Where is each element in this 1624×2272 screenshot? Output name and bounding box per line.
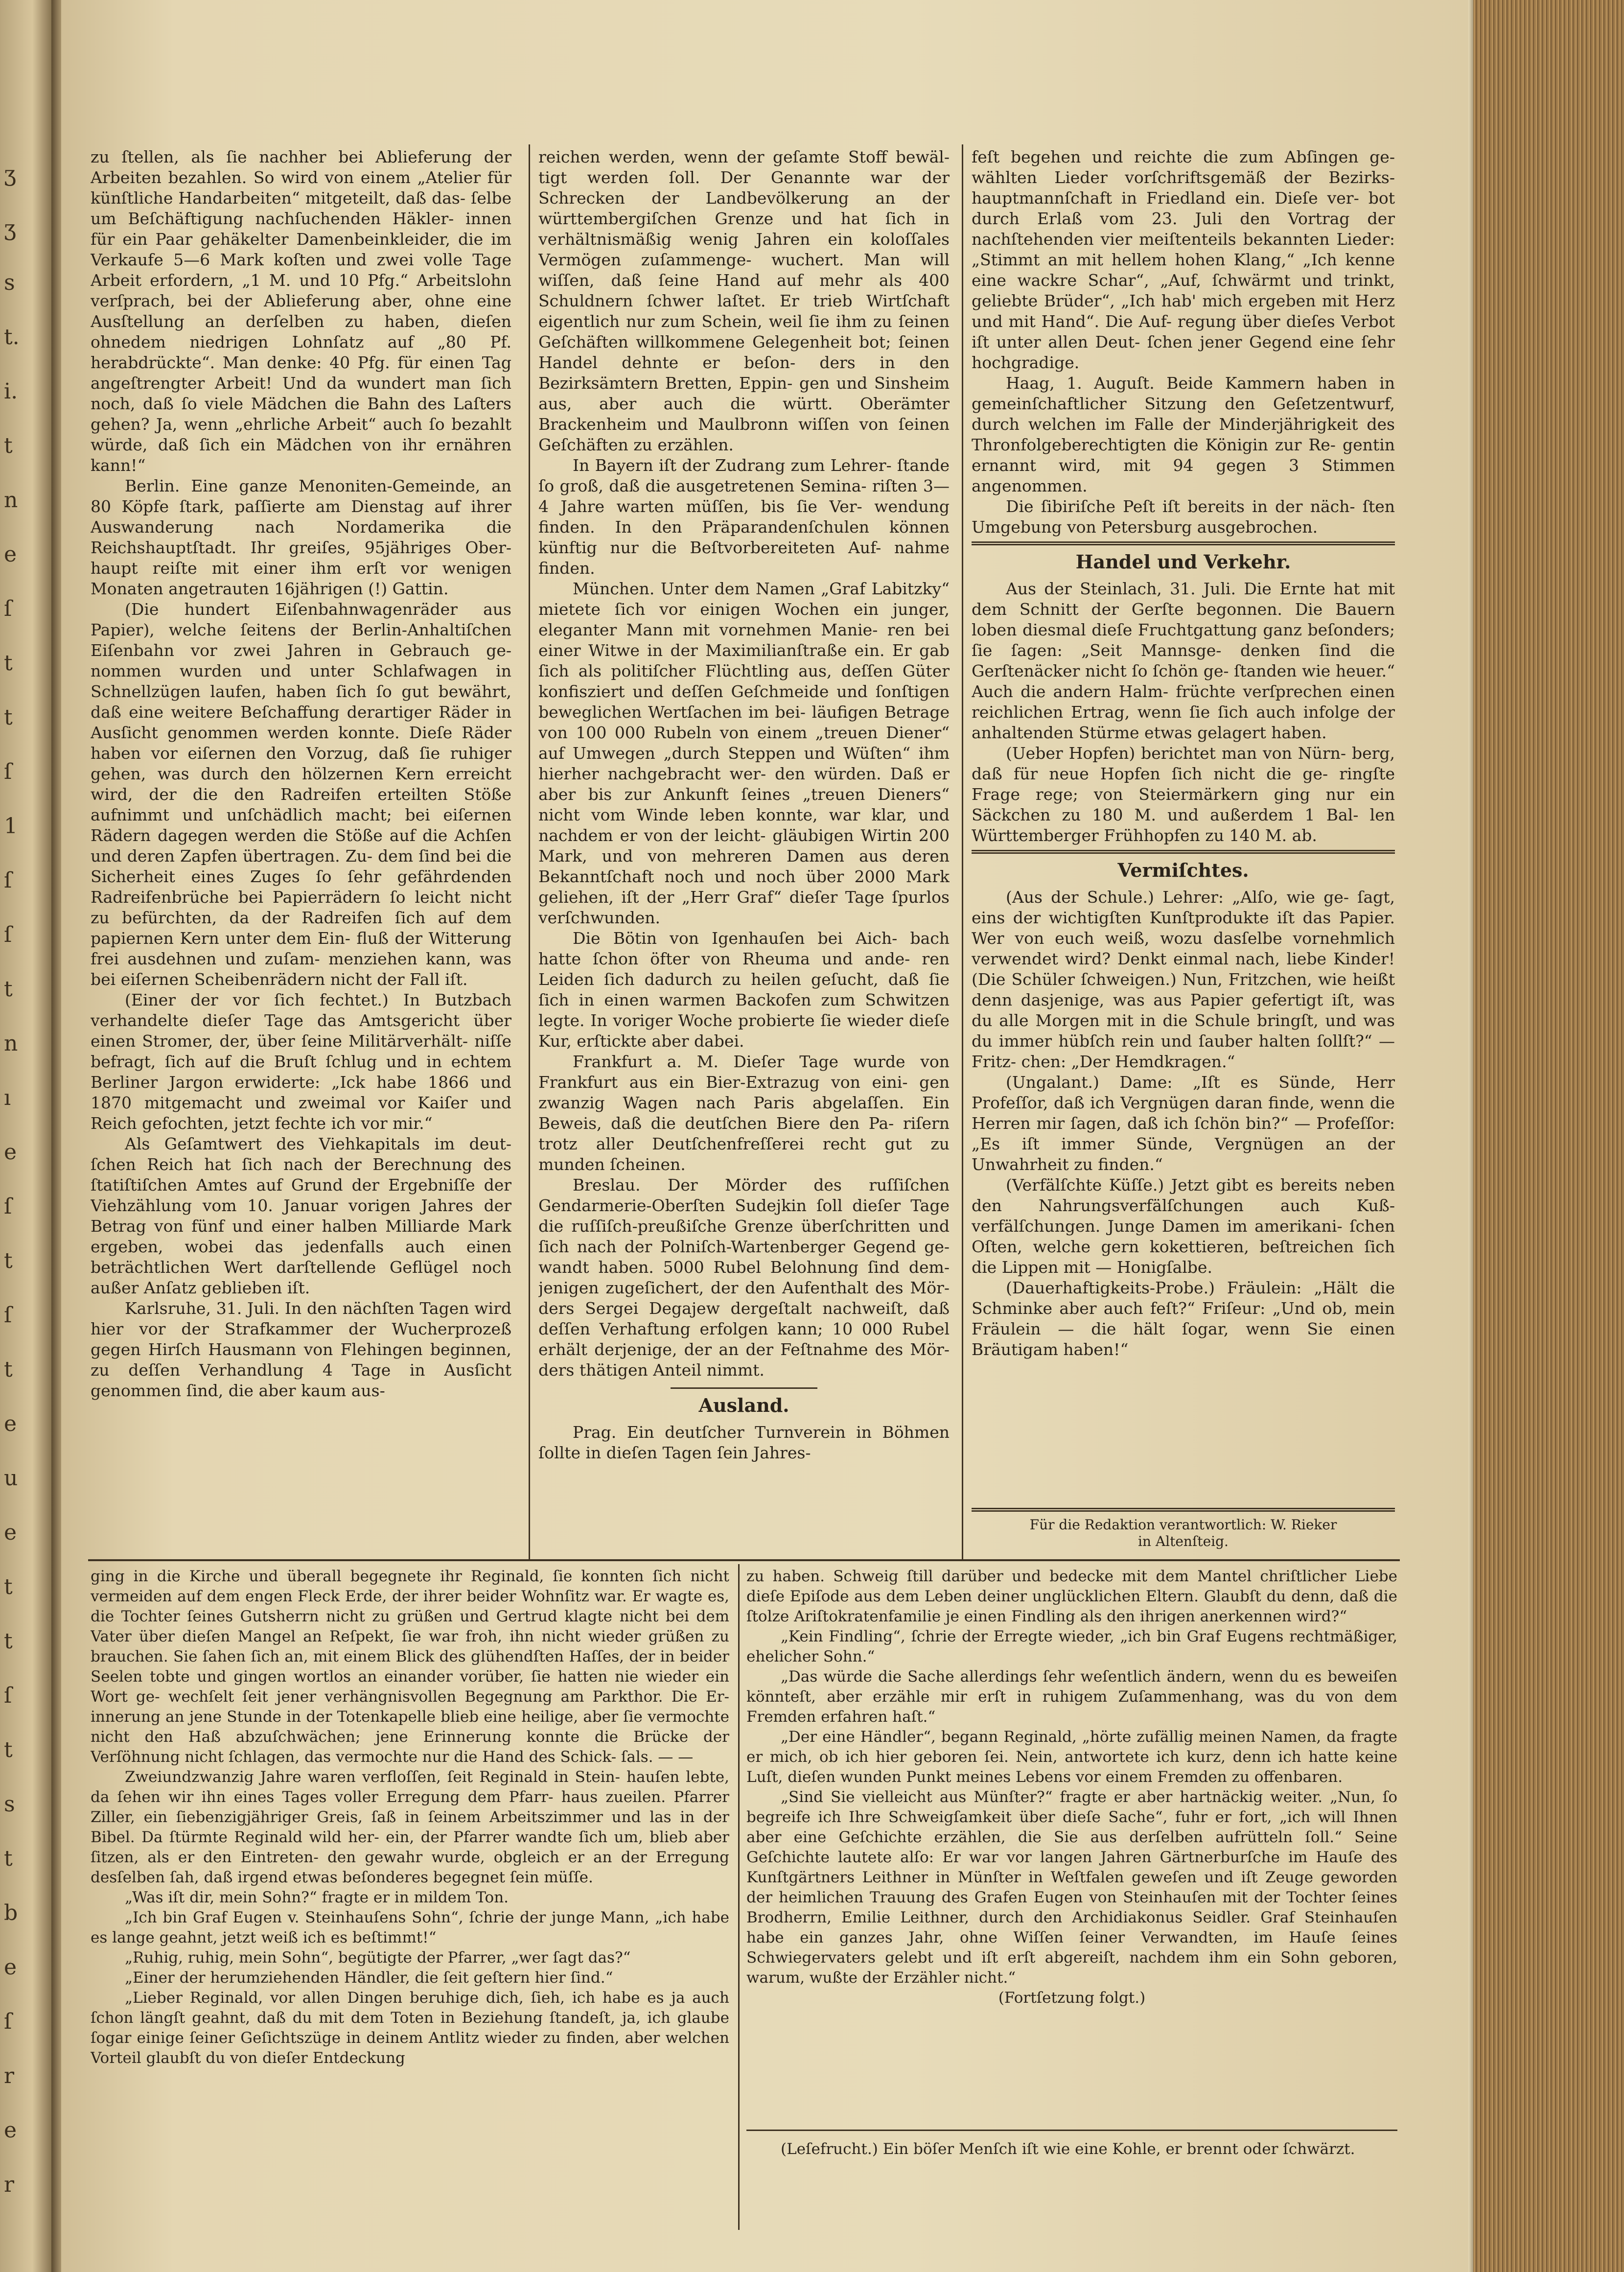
- left-page-fragment: t.: [4, 325, 20, 350]
- left-page-fragment: n: [4, 488, 18, 513]
- feuilleton-right-column: [746, 1567, 1397, 2120]
- left-page-fragment: 1: [4, 814, 18, 839]
- col1-paragraph: (Einer der vor ſich fechtet.) In Butzbach verhandelte dieſer Tage das Amtsgericht über einen Stromer, der, über ſeine Militärverhält- niſſe befragt, ſich auf die Bruſt ſchlug und in echtem Berliner Jargon erwiderte: „Ick habe 1866 und 1870 mitgemacht und zweimal vor Kaiſer und Reich gefochten, jetzt fechte ich vor mir.“: [91, 990, 511, 1133]
- col3-paragraph: (Aus der Schule.) Lehrer: „Alſo, wie ge- ſagt, eins der wichtigſten Kunſtprodukte iſt das Papier. Wer von euch weiß, wozu dasſelbe vornehmlich verwendet wird? Denkt einmal nach, liebe Kinder! (Die Schüler ſchweigen.) Nun, Fritzchen, wie heißt denn dasjenige, was aus Papier gefertigt iſt, was du alle Morgen mit in die Schule bringſt, und was du immer hübſch rein und ſauber halten ſollſt?“ — Fritz- chen: „Der Hemdkragen.“: [972, 888, 1395, 1071]
- col3-paragraph: (Ungalant.) Dame: „Iſt es Sünde, Herr Profeſſor, daß ich Vergnügen daran finde, wenn die Herren mir ſagen, daß ich ſchön bin?“ — Profeſſor: „Es iſt immer Sünde, Vergnügen an der Unwahrheit zu finden.“: [972, 1073, 1395, 1174]
- left-page-fragment: t: [4, 433, 13, 458]
- col1-paragraph: Als Geſamtwert des Viehkapitals im deut- ſchen Reich hat ſich nach der Berechnung des ſtatiſtiſchen Amtes auf Grund der Ergebniſſe der Viehzählung vom 10. Januar vorigen Jahres der Betrag von fünf und einer halben Milliarde Mark ergeben, wobei das jedenfalls auch einen beträchtlichen Wert darſtellende Geflügel noch außer Anſatz geblieben iſt.: [91, 1134, 511, 1297]
- left-page-fragment: ſ: [4, 596, 12, 621]
- col3-paragraph: (Ueber Hopfen) berichtet man von Nürn- berg, daß für neue Hopfen ſich nicht die ge- ringſte Frage rege; von Steiermärkern ging nur ein Säckchen zu 180 M. und außerdem 1 Bal- len Württemberger Frühhopfen zu 140 M. ab.: [972, 744, 1395, 845]
- left-page-fragment: t: [4, 977, 13, 1002]
- feuilleton-paragraph: Zweiundzwanzig Jahre waren verfloſſen, ſeit Reginald in Stein- hauſen lebte, da ſehen wir ihn eines Tages voller Erregung dem Pfarr- haus zueilen. Pfarrer Ziller, ein ſiebenzigjähriger Greis, ſaß in ſeinem Arbeitszimmer und las in der Bibel. Da ſtürmte Reginald wild her- ein, der Pfarrer wandte ſich um, blieb aber ſitzen, als er den Eintreten- den gewahr wurde, obgleich er an der Erregung desſelben ſah, daß irgend etwas beſonderes begegnet ſein müſſe.: [91, 1768, 729, 1886]
- left-page-fragment: ʒ: [4, 216, 16, 241]
- col2-paragraph: Prag. Ein deutſcher Turnverein in Böhmen ſollte in dieſen Tagen ſein Jahres-: [538, 1423, 950, 1462]
- section-heading-ausland: Ausland.: [698, 1394, 789, 1416]
- left-page-fragment: t: [4, 1737, 13, 1762]
- left-page-fragment: r: [4, 2063, 15, 2088]
- col2-paragraph: Frankfurt a. M. Dieſer Tage wurde von Frankfurt aus ein Bier-Extrazug von eini- gen zwanzig Wagen nach Paris abgelaſſen. Ein Beweis, daß die deutſchen Biere den Pa- riſern trotz aller Deutſchenfreſſerei recht gut zu munden ſcheinen.: [538, 1052, 950, 1174]
- left-page-fragment: ſ: [4, 1683, 12, 1708]
- feuilleton-left-column: [91, 1567, 729, 2232]
- left-page-fragment: s: [4, 1792, 15, 1817]
- left-page-fragment: ſ: [4, 1303, 12, 1328]
- imprint-rule: [972, 1508, 1395, 1512]
- col1-paragraph: Karlsruhe, 31. Juli. In den nächſten Tagen wird hier vor der Strafkammer der Wucherprozeß gegen Hirſch Hausmann von Flehingen beginnen, zu deſſen Verhandlung 4 Tage in Ausſicht genommen ſind, die aber kaum aus-: [91, 1299, 511, 1400]
- section-rule: [671, 1387, 817, 1389]
- col3-paragraph: Haag, 1. Auguſt. Beide Kammern haben in gemeinſchaftlicher Sitzung den Geſetzentwurf, durch welchen im Falle der Minderjährigkeit des Thronfolgeberechtigten die Königin zur Re- gentin ernannt wird, mit 94 gegen 3 Stimmen angenommen.: [972, 374, 1395, 495]
- section-heading-vermischtes: Vermiſchtes.: [1117, 859, 1249, 881]
- col3-paragraph: Aus der Steinlach, 31. Juli. Die Ernte hat mit dem Schnitt der Gerſte begonnen. Die Bauern loben diesmal dieſe Fruchtgattung ganz beſonders; ſie ſagen: „Seit Mannsge- denken ſind die Gerſtenäcker nicht ſo ſchön ge- ſtanden wie heuer.“ Auch die andern Halm- früchte verſprechen einen reichlichen Ertrag, wenn ſie ſich auch infolge der anhaltenden Stürme etwas gelagert haben.: [972, 579, 1395, 742]
- feuilleton-divider: [738, 1564, 740, 2230]
- left-page-fragment: r: [4, 2172, 15, 2197]
- feuilleton-paragraph: „Das würde die Sache allerdings ſehr weſentlich ändern, wenn du es beweiſen könnteſt, aber erzähle mir erſt in ruhigem Zuſammenhang, was du von dem Fremden erfahren haſt.“: [746, 1668, 1397, 1726]
- feuilleton-paragraph: „Sind Sie vielleicht aus Münſter?“ fragte er aber hartnäckig weiter. „Nun, ſo begreife ich Ihre Schweigſamkeit über dieſe Sache“, fuhr er fort, „ich will Ihnen aber eine Geſchichte erzählen, die Sie aus derſelben aufrütteln ſoll.“ Seine Geſchichte lautete alſo: Er war vor langen Jahren Gärtnerburſche im Hauſe des Kunſtgärtners Leithner in Münſter in Weſtfalen geweſen und iſt Zeuge geworden der heimlichen Trauung des Grafen Eugen von Steinhauſen mit der Tochter ſeines Brodherrn, Emilie Leithner, durch den Archidiakonus Seidler. Graf Steinhauſen habe ein ganzes Jahr, ohne Wiſſen ſeiner Verwandten, im Hauſe ſeines Schwiegervaters gelebt und iſt erſt abgereiſt, nachdem ihm ein Sohn geboren, warum, wußte der Erzähler nicht.“: [746, 1788, 1397, 1987]
- left-page-fragment: ſ: [4, 868, 12, 893]
- feuilleton-paragraph: „Ruhig, ruhig, mein Sohn“, begütigte der Pfarrer, „wer ſagt das?“: [125, 1949, 631, 1967]
- left-page-fragment: e: [4, 542, 17, 567]
- feuilleton-paragraph: „Lieber Reginald, vor allen Dingen beruhige dich, ſieh, ich habe es ja auch ſchon längſt geahnt, daß du mit dem Toten in Beziehung ſtandeſt, ja, ich glaube ſogar einige ſeiner Geſichtszüge in deinem Antlitz wieder zu finden, aber welchen Vorteil glaubſt du von dieſer Entdeckung: [91, 1989, 729, 2067]
- col3-paragraph: Die ſibiriſche Peſt iſt bereits in der näch- ſten Umgebung von Petersburg ausgebrochen.: [972, 497, 1395, 537]
- col2-paragraph: Die Bötin von Igenhauſen bei Aich- bach hatte ſchon öfter von Rheuma und ande- ren Leiden ſich dadurch zu heilen geſucht, daß ſie ſich in einen warmen Backofen zum Schwitzen legte. In voriger Woche probierte ſie wieder dieſe Kur, erſtickte aber dabei.: [538, 929, 950, 1051]
- column-divider: [529, 144, 530, 1559]
- col3-paragraph: (Dauerhaftigkeits-Probe.) Fräulein: „Hält die Schminke aber auch feſt?“ Friſeur: „Und ob, mein Fräulein — die hält ſogar, wenn Sie einen Bräutigam haben!“: [972, 1278, 1395, 1359]
- left-page-fragment: e: [4, 2118, 17, 2143]
- left-page-fragment: t: [4, 651, 13, 676]
- left-page-fragment: t: [4, 1357, 13, 1382]
- col1-paragraph: Berlin. Eine ganze Menoniten-Gemeinde, an 80 Köpfe ſtark, paſſierte am Dienstag auf ihrer Auswanderung nach Nordamerika die Reichshauptſtadt. Ihr greiſes, 95jähriges Ober- haupt reiſte mit einer ihm erſt vor wenigen Monaten angetrauten 16jährigen (!) Gattin.: [91, 476, 511, 598]
- book-gutter: [51, 0, 61, 2272]
- left-page-fragment: ſ: [4, 922, 12, 947]
- column-3: [972, 147, 1395, 1522]
- imprint: [972, 1517, 1395, 1550]
- feuilleton-paragraph: „Der eine Händler“, begann Reginald, „hörte zufällig meinen Namen, da fragte er mich, ob ich hier geboren ſei. Nein, antwortete ich kurz, denn ich hatte keine Luſt, dieſen wunden Punkt meines Lebens vor einem Fremden zu offenbaren.: [746, 1728, 1397, 1786]
- left-page-fragment: ı: [4, 1085, 11, 1110]
- left-page-fragment: t: [4, 1846, 13, 1871]
- left-page-fragment: ſ: [4, 2009, 12, 2034]
- feuilleton-continuation: (Fortſetzung folgt.): [998, 1989, 1146, 2007]
- footer-quote: [746, 2139, 1397, 2159]
- feuilleton-paragraph: „Kein Findling“, ſchrie der Erregte wieder, „ich bin Graf Eugens rechtmäßiger, ehelicher Sohn.“: [746, 1628, 1397, 1665]
- left-page-fragment: t: [4, 1629, 13, 1654]
- footer-rule: [746, 2130, 1397, 2131]
- col2-paragraph: reichen werden, wenn der geſamte Stoff bewäl- tigt werden ſoll. Der Genannte war der Schrecken der Landbevölkerung an der württembergiſchen Grenze und hat ſich in verhältnismäßig wenig Jahren ein koloſſales Vermögen zuſammenge- wuchert. Man will wiſſen, daß ſeine Hand auf mehr als 400 Schuldnern ſchwer laſtet. Er trieb Wirtſchaft eigentlich nur zum Schein, weil ſie ihm zu ſeinen Geſchäften willkommene Gelegenheit bot; ſeinen Handel dehnte er beſon- ders in den Bezirksämtern Bretten, Eppin- gen und Sinsheim aus, aber auch die württ. Oberämter Brackenheim und Maulbronn wiſſen von ſeinen Geſchäften zu erzählen.: [538, 147, 950, 454]
- col2-paragraph: In Bayern iſt der Zudrang zum Lehrer- ſtande ſo groß, daß die ausgetretenen Semina- riſten 3—4 Jahre warten müſſen, bis ſie Ver- wendung finden. In den Präparandenſchulen können künftig nur die Beſtvorbereiteten Auf- nahme finden.: [538, 456, 950, 578]
- col3-paragraph: feſt begehen und reichte die zum Abſingen ge- wählten Lieder vorſchriftsgemäß der Bezirks- hauptmannſchaft in Friedland ein. Dieſe ver- bot durch Erlaß vom 23. Juli den Vortrag der nachſtehenden vier meiſtenteils bekannten Lieder: „Stimmt an mit hellem hohen Klang,“ „Ich kenne eine wackre Schar“, „Auf, ſchwärmt und trinkt, geliebte Brüder“, „Ich hab' mich ergeben mit Herz und mit Hand“. Die Auf- regung über dieſes Verbot iſt unter allen Deut- ſchen jener Gegend eine ſehr hochgradige.: [972, 147, 1395, 372]
- left-page-fragment: i.: [4, 379, 18, 404]
- feuilleton-paragraph: „Einer der herumziehenden Händler, die ſeit geſtern hier ſind.“: [125, 1969, 613, 1987]
- footer-quote-text: (Leſefrucht.) Ein böſer Menſch iſt wie eine Kohle, er brennt oder ſchwärzt.: [781, 2140, 1355, 2158]
- left-page-fragment: e: [4, 1520, 17, 1545]
- left-page-fragment: t: [4, 1248, 13, 1273]
- left-page-fragment: ſ: [4, 759, 12, 784]
- left-page-fragment: ſ: [4, 1194, 12, 1219]
- column-1: [91, 147, 511, 1557]
- col2-paragraph: Breslau. Der Mörder des ruſſiſchen Gendarmerie-Oberſten Sudejkin ſoll dieſer Tage die ruſſiſch-preußiſche Grenze überſchritten und ſich nach der Polniſch-Wartenberger Gegend ge- wandt haben. 5000 Rubel Belohnung ſind dem- jenigen zugeſichert, der den Aufenthalt des Mör- ders Sergei Degajew dergeſtalt nachweiſt, daß deſſen Verhaftung erfolgen kann; 10 000 Rubel erhält derjenige, der an der Feſtnahme des Mör- ders thätigen Anteil nimmt.: [538, 1175, 950, 1380]
- col1-paragraph: zu ſtellen, als ſie nachher bei Ablieferung der Arbeiten bezahlen. So wird von einem „Atelier für künſtliche Handarbeiten“ mitgeteilt, daß das- ſelbe um Beſchäftigung nachſuchenden Häkler- innen für ein Paar gehäkelter Damenbeinkleider, die im Verkaufe 5—6 Mark koſten und zwei volle Tage Arbeit erfordern, „1 M. und 10 Pfg.“ Arbeitslohn verſprach, bei der Ablieferung aber, ohne eine Ausſtellung an derſelben zu haben, dieſen ohnedem niedrigen Lohnſatz auf „80 Pf. herabdrückte“. Man denke: 40 Pfg. für einen Tag angeſtrengter Arbeit! Und da wundert man ſich noch, daß ſo viele Mädchen die Bahn des Laſters gehen? Ja, wenn „ehrliche Arbeit“ auch ſo bezahlt würde, daß ſich ein Mädchen von ihr ernähren kann!“: [91, 147, 511, 475]
- column-2: [538, 147, 950, 1557]
- left-page-text-fragments: [4, 147, 33, 2212]
- section-rule: [972, 850, 1395, 854]
- section-heading-handel: Handel und Verkehr.: [1075, 551, 1291, 573]
- left-page-fragment: s: [4, 270, 15, 295]
- book-page-edges: [1473, 0, 1624, 2272]
- col1-paragraph: (Die hundert Eiſenbahnwagenräder aus Papier), welche ſeitens der Berlin-Anhaltiſchen Eiſenbahn vor zwei Jahren in Gebrauch ge- nommen wurden und unter Schlafwagen in Schnellzügen laufen, haben ſich ſo gut bewährt, daß eine weitere Beſchaffung derartiger Räder in Ausſicht genommen werden konnte. Dieſe Räder haben vor eiſernen den Vorzug, daß ſie ruhiger gehen, was durch den hölzernen Kern erreicht wird, der die den Radreifen erteilten Stöße aufnimmt und unſchädlich macht; bei eiſernen Rädern dagegen werden die Stöße auf die Achſen und deren Zapfen übertragen. Zu- dem ſind bei die Sicherheit eines Zuges ſo ſehr gefährdenden Radreifenbrüche bei Papierrädern ſo leicht nicht zu befürchten, da der Radreifen ſich auf dem papiernen Kern unter dem Ein- fluß der Witterung frei ausdehnen und zuſam- menziehen kann, was bei eiſernen Scheibenrädern nicht der Fall iſt.: [91, 600, 511, 989]
- col3-paragraph: (Verfälſchte Küſſe.) Jetzt gibt es bereits neben den Nahrungsverfälſchungen auch Kuß- verfälſchungen. Junge Damen im amerikani- ſchen Oſten, welche gern kokettieren, beſtreichen ſich die Lippen mit — Honigſalbe.: [972, 1175, 1395, 1277]
- left-page-fragment: u: [4, 1466, 18, 1491]
- left-page-fragment: t: [4, 1574, 13, 1599]
- left-page-fragment: n: [4, 1031, 18, 1056]
- left-page-fragment: e: [4, 1140, 17, 1165]
- feuilleton-paragraph: „Was iſt dir, mein Sohn?“ fragte er in mildem Ton.: [125, 1889, 509, 1906]
- feuilleton-paragraph: „Ich bin Graf Eugen v. Steinhauſens Sohn“, ſchrie der junge Mann, „ich habe es lange geahnt, jetzt weiß ich es beſtimmt!“: [91, 1909, 729, 1946]
- left-page-fragment: e: [4, 1955, 17, 1980]
- imprint-line: in Altenſteig.: [1138, 1533, 1229, 1549]
- col2-paragraph: München. Unter dem Namen „Graf Labitzky“ mietete ſich vor einigen Wochen ein junger, eleganter Mann mit vornehmen Manie- ren bei einer Witwe in der Maximilianſtraße ein. Er gab ſich als politiſcher Flüchtling aus, deſſen Güter konfisziert und deſſen Geſchmeide und ſonſtigen beweglichen Wertſachen im bei- läufigen Betrage von 100 000 Rubeln von einem „treuen Diener“ auf Umwegen „durch Steppen und Wüſten“ ihm hierher nachgebracht wer- den würden. Daß er aber bis zur Ankunft ſeines „treuen Dieners“ nicht vom Winde leben konnte, war klar, und nachdem er von der leicht- gläubigen Wirtin 200 Mark, und von mehreren Damen aus deren Bekanntſchaft noch und noch über 2000 Mark geliehen, iſt der „Herr Graf“ dieſer Tage ſpurlos verſchwunden.: [538, 579, 950, 927]
- feuilleton-paragraph: zu haben. Schweig ſtill darüber und bedecke mit dem Mantel chriſtlicher Liebe dieſe Epiſode aus dem Leben deiner unglücklichen Eltern. Glaubſt du denn, daß die ſtolze Ariſtokratenfamilie je einen Findling als den ihrigen anerkennen wird?“: [746, 1568, 1397, 1625]
- section-rule: [972, 541, 1395, 545]
- left-page-fragment: t: [4, 705, 13, 730]
- left-page-fragment: ʒ: [4, 162, 16, 187]
- feuilleton-rule: [88, 1559, 1400, 1561]
- left-page-edge: [0, 0, 54, 2272]
- left-page-fragment: e: [4, 1411, 17, 1436]
- left-page-fragment: b: [4, 1900, 18, 1925]
- feuilleton-paragraph: ging in die Kirche und überall begegnete ihr Reginald, ſie konnten ſich nicht vermeiden auf dem engen Fleck Erde, der ihrer beider Wohnſitz war. Er wagte es, die Tochter ſeines Gutsherrn nicht zu grüßen und Gertrud klagte nicht bei dem Vater über dieſen Mangel an Reſpekt, ſie war froh, ihn nicht wieder grüßen zu brauchen. Sie ſahen ſich an, mit einem Blick des glühendſten Haſſes, der in beider Seelen tobte und gingen wortlos an einander vorüber, ſie hatten nie wieder ein Wort ge- wechſelt ſeit jener verhängnisvollen Begegnung am Parkthor. Die Er- innerung an jene Stunde in der Totenkapelle blieb eine heilige, aber ſie vermochte nicht den Haß abzuſchwächen; jene Erinnerung konnte die Brücke der Verſöhnung nicht ſchlagen, das vermochte nur die Hand des Schick- ſals. — —: [91, 1568, 729, 1766]
- imprint-line: Für die Redaktion verantwortlich: W. Rieker: [1029, 1517, 1337, 1533]
- column-divider: [962, 144, 963, 1559]
